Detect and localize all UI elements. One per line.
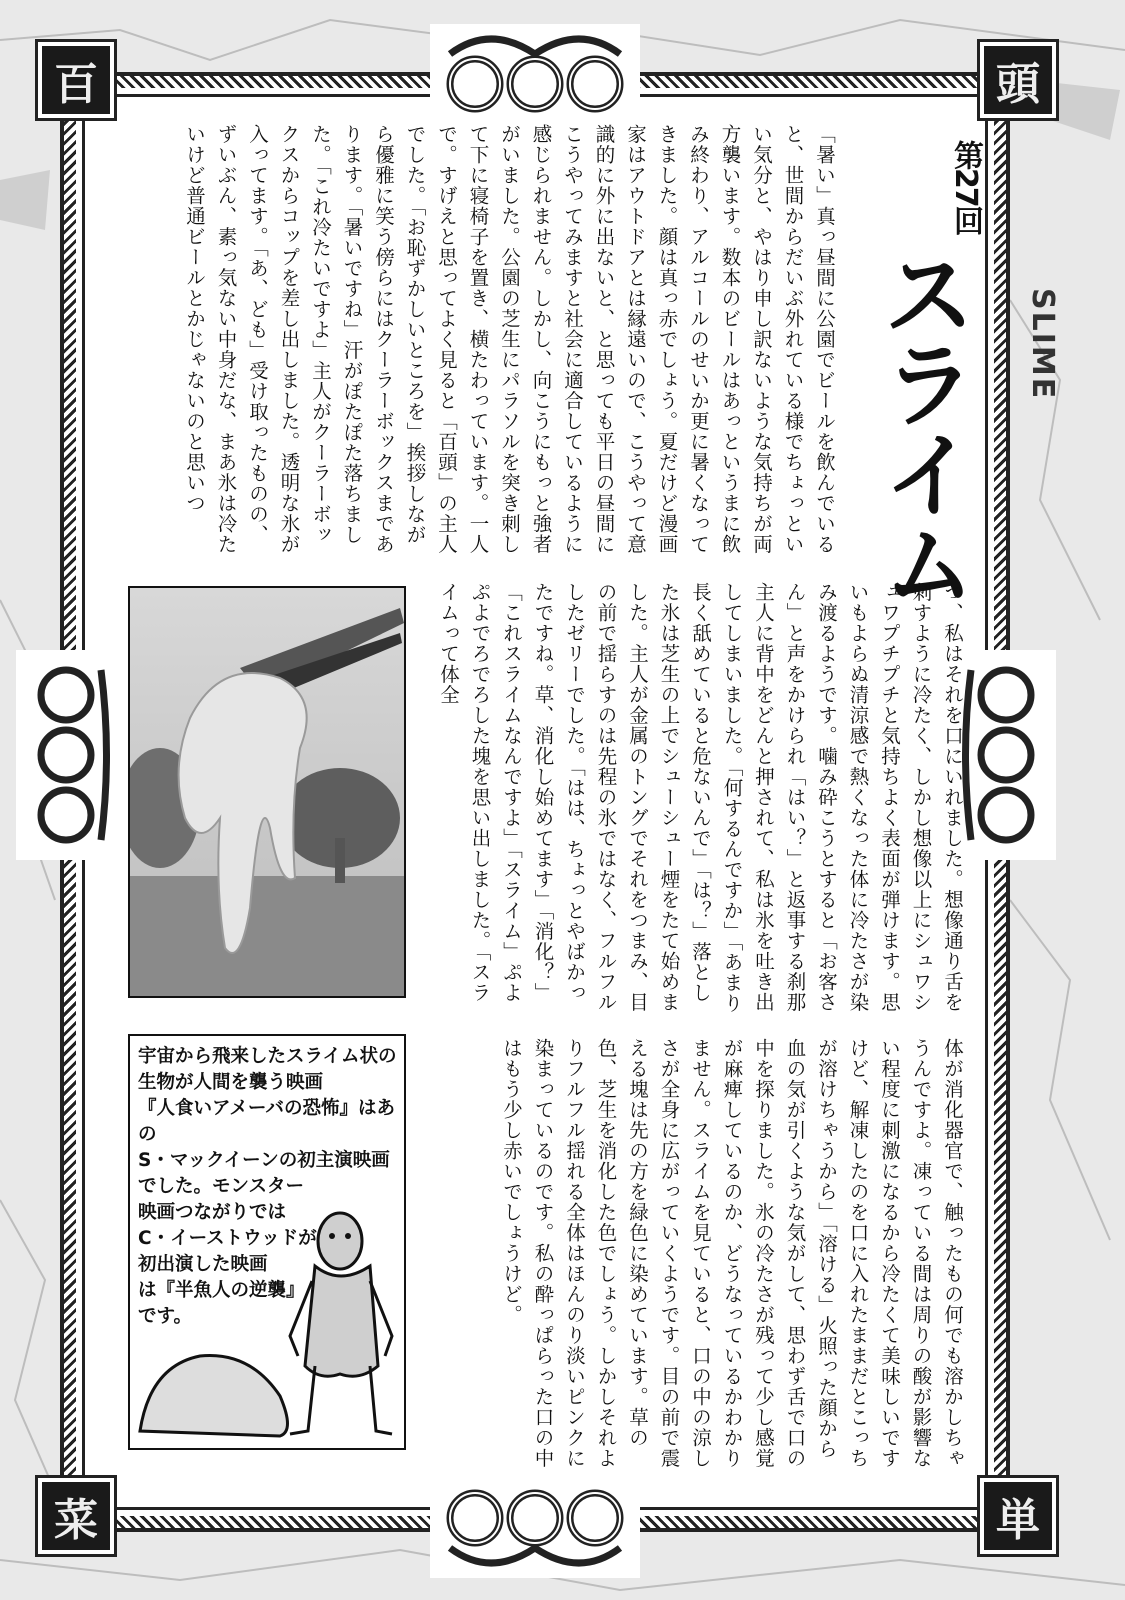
corner-emblem-bottom-right: 単 xyxy=(980,1478,1056,1554)
episode-number: 第27回 xyxy=(948,140,983,234)
celtic-knot-right xyxy=(960,650,1056,860)
creature-and-slime-drawing xyxy=(130,1036,404,1448)
article-title-english: SLIME xyxy=(1025,288,1060,401)
body-text-middle: つ、私はそれを口にいれました。想像通り舌を刺すように冷たく、しかし想像以上にシュワシュワプチプチと気持ちよく表面が弾けます。思いもよらぬ清涼感で熱くなった体に冷たさが染み渡るようです。噛み砕こうとすると「お客さん」と声をかけられ「はい？」と返事する刹那主人に背中をどんと押されて、私は氷を吐き出してしまいました。「何するんですか」「あまり長く舐めていると危ないんで」「は？」落とした氷は芝生の上でシューシュー煙をたて始めました。主人が金属のトングでそれをつまみ、目の前で揺らすのは先程の氷ではなく、フルフルしたゼリーでした。「はは、ちょっとやばかったですね。草、消化し始めてます」「消化？」「これスライムなんですよ」「スライム」ぷよぷよでろでろした塊を思い出しました。「スライムって体全 xyxy=(437,582,964,1014)
note-line: 初出演した映画 xyxy=(138,1254,268,1275)
body-text-upper: 「暑い」真っ昼間に公園でビールを飲んでいると、世間からだいぶ外れている様でちょっといい気分と、やはり申し訳ないような気持ちが両方襲います。数本のビールはあっというまに飲み終わり、アルコールのせいか更に暑くなってきました。顔は真っ赤でしょう。夏だけど漫画家はアウトドアとは縁遠いので、こうやって意識的に外に出ないと、と思っても平日の昼間にこうやってみますと社会に適合しているように感じられません。しかし、向こうにもっと強者がいました。公園の芝生にパラソルを突き刺して下に寝椅子を置き、横たわっています。一人で。すげえと思ってよく見ると「百頭」の主人でした。「お恥ずかしいところを」挨拶しながら優雅に笑う傍らにはクーラーボックスまであります。「暑いですね」汗がぽたぽた落ちました。「これ冷たいですよ」主人がクーラーボックスからコップを差し出しました。透明な氷が入ってます。「あ、ども」受け取ったものの、ずいぶん、素っ気ない中身だな、まあ氷は冷たいけど普通ビールとかじゃないのと思いつ xyxy=(183,124,836,555)
note-line: 生物が人間を襲う映画 xyxy=(138,1072,324,1093)
margin-note-illustration xyxy=(128,1034,406,1450)
body-text-lower: 体が消化器官で、触ったもの何でも溶かしちゃうんですよ。凍っている間は周りの酸が影響ない程度に刺激になるから冷たくて美味しいですけど、解凍したのを口に入れたままだとこっちが溶けちゃうから」「溶ける」火照った顔から血の気が引くような気がして、思わず舌で口の中を探りました。氷の冷たさが残って少し感覚が麻痺しているのか、どうなっているかわかりません。スライムを見ていると、口の中の涼しさが全身に広がっていくようです。目の前で震える塊は先の方を緑色に染めています。草の色、芝生を消化した色でしょう。しかしそれよりフルフル揺れる全体はほんのり淡いピンクに染まっているのです。私の酔っぱらった口の中はもう少し赤いでしょうけど。 xyxy=(500,1038,964,1469)
corner-emblem-top-left: 百 xyxy=(38,42,114,118)
corner-emblem-bottom-left: 菜 xyxy=(38,1478,114,1554)
celtic-knot-top xyxy=(430,24,640,124)
corner-emblem-top-right: 頭 xyxy=(980,42,1056,118)
note-line: 宇宙から飛来したスライム状の xyxy=(138,1046,397,1067)
slime-photo xyxy=(128,586,406,998)
note-line: 『人食いアメーバの恐怖』はあの xyxy=(138,1098,395,1145)
article-content xyxy=(120,120,1060,1490)
note-line: S・マックイーンの初主演映画 xyxy=(138,1150,390,1171)
note-line: C・イーストウッドが xyxy=(138,1228,317,1249)
article-title: スライム xyxy=(866,246,975,606)
slime-on-tongs-illustration xyxy=(130,588,404,996)
note-line: は『半魚人の逆襲』 xyxy=(138,1280,305,1301)
celtic-knot-bottom xyxy=(430,1478,640,1578)
note-line: です。 xyxy=(138,1306,193,1327)
note-line: でした。モンスター xyxy=(138,1176,304,1197)
celtic-knot-left xyxy=(16,650,112,860)
note-line: 映画つながりでは xyxy=(138,1202,287,1223)
